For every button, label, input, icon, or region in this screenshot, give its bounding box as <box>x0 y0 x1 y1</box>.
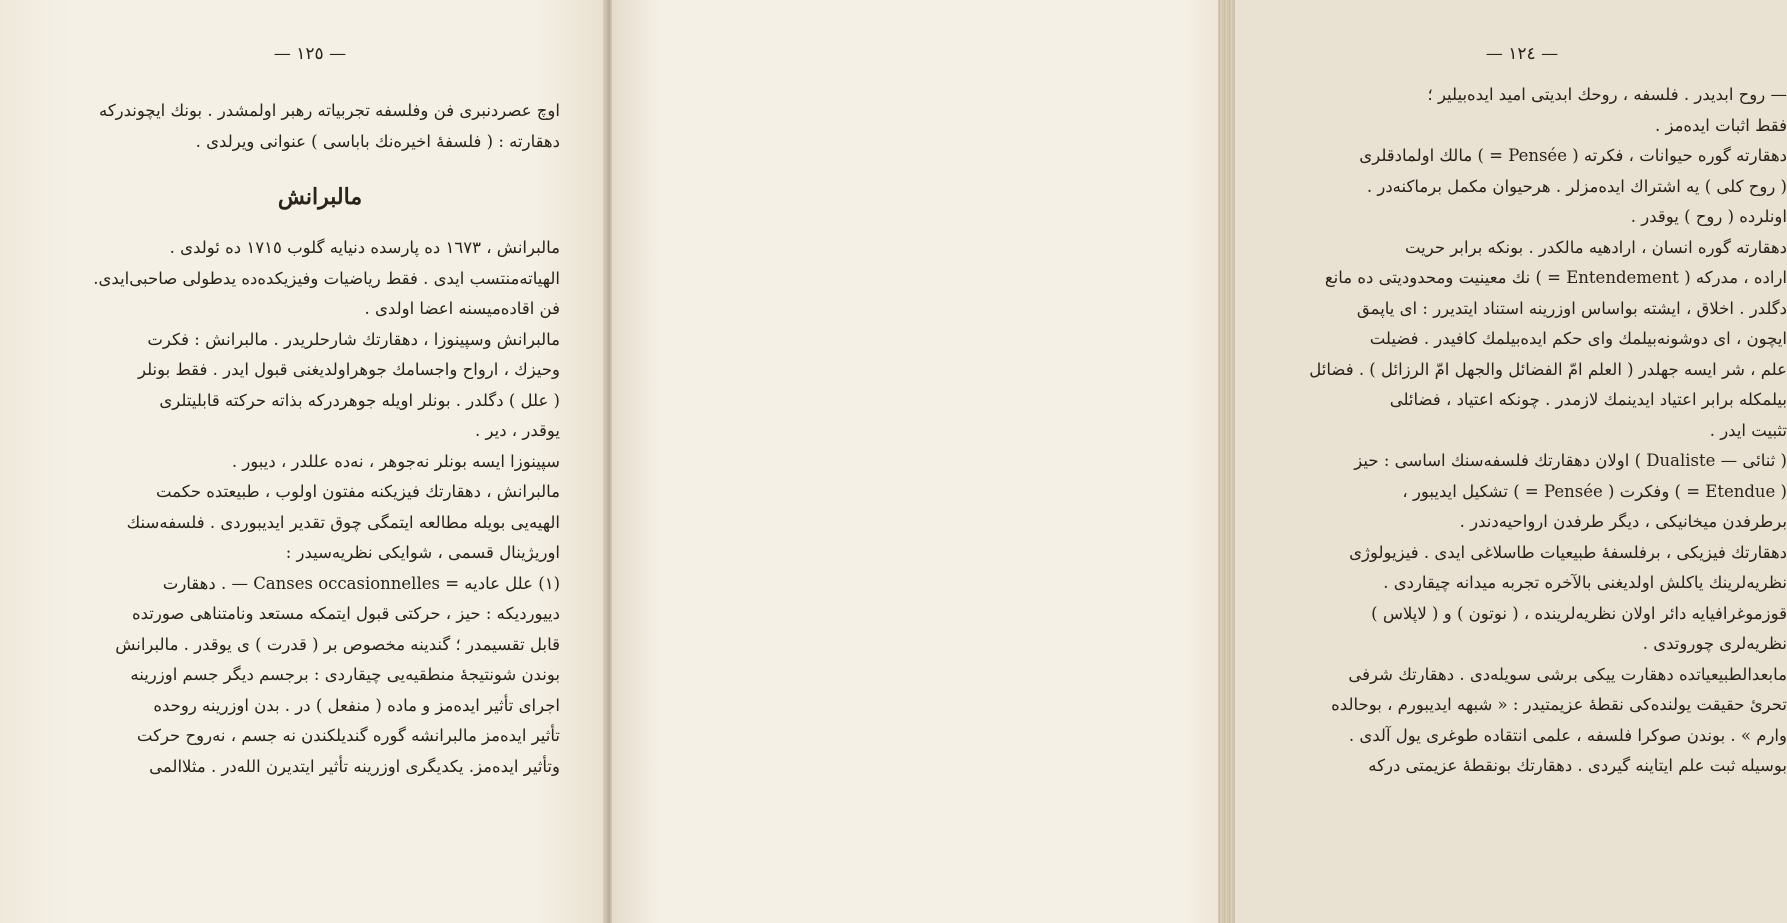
section-heading: مالبرانش <box>277 184 363 210</box>
text-line: ( Etendue = ) وفکرت ( Pensée = ) تشکیل ایدیبور ، <box>1402 481 1787 501</box>
text-line: اوچ عصردنبری فن وفلسفه تجربیاته رهبر اولمشدر . بونك ایچوندركه <box>98 101 560 120</box>
text-line: سپینوزا ایسه بونلر نه‌جوهر ، نه‌ده عللدر ، دیبور . <box>231 451 560 471</box>
text-line: — روح ابدیدر . فلسفه ، روحك ابدیتی امید ایده‌بیلیر ؛ <box>1427 85 1787 104</box>
text-line: ( ثنائی — Dualiste ) اولان دهقارتك فلسفه‌سنك اساسی : حیز <box>1354 451 1787 470</box>
text-line: دییوردیکه : حیز ، حرکتی قبول ایتمکه مستعد ونامتناهی صورتده <box>131 604 560 623</box>
text-line: ایچون ، ای دوشونه‌بیلمك وای حکم ایده‌بیلمك کافیدر . فضیلت <box>1369 329 1787 348</box>
text-line: تثبیت ایدر . <box>1709 420 1787 440</box>
text-line: اوریژینال قسمی ، شوایکی نظریه‌سیدر : <box>285 543 560 562</box>
right-page-text <box>1282 80 1787 782</box>
text-line: بوسیله ثبت علم ایتاینه گیردی . دهقارتك بونقطهٔ عزیمتی دركه <box>1368 756 1787 775</box>
text-line: دهقارته گوره حیوانات ، فکرته ( Pensée = ) مالك اولمادقلری <box>1359 146 1787 165</box>
text-line: الهیه‌یی بویله مطالعه ایتمگی چوق تقدیر ایدیبوردی . فلسفه‌سنك <box>126 512 560 532</box>
right-page <box>612 0 1787 923</box>
text-line: وحیزك ، ارواح واجسامك جوهراولدیغنی قبول ایدر . فقط بونلر <box>137 360 560 379</box>
text-line: نظریه‌لری چوروتدی . <box>1642 634 1787 653</box>
text-line: مابعدالطبیعیاتده دهقارت ییکی برشی سویله‌دی . دهقارتك شرفی <box>1348 664 1787 684</box>
text-line: برطرفدن میخانیکی ، دیگر طرفدن ارواحیه‌دندر . <box>1459 512 1787 531</box>
text-line: مالبرانش ، ١٦٧٣ ده پارسده دنیایه گلوب ١٧١٥ ده ئولدی . <box>169 238 560 257</box>
text-line: وتأثیر ایده‌مز. یکدیگری اوزرینه تأثیر ایتدیرن الله‌در . مثلاالمی <box>149 756 560 776</box>
text-line: فن اقاده‌میسنه اعضا اولدی . <box>364 299 560 318</box>
text-line: الهیاته‌منتسب ایدی . فقط ریاضیات وفیزیکده‌ده یدطولی صاحبی‌ایدی. <box>93 268 560 288</box>
text-line: بوندن شونتیجهٔ منطقیه‌یی چیقاردی : برجسم دیگر جسم اوزرینه <box>130 665 560 684</box>
text-line: بیلمکله برابر اعتیاد ایدینمك لازمدر . چونکه اعتیاد ، فضائلی <box>1389 390 1787 409</box>
page-number-left: — ١٢٥ — <box>273 44 347 64</box>
left-page-text <box>80 96 560 782</box>
text-line: قابل تقسیمدر ؛ گندینه مخصوص بر ( قدرت ) ی یوقدر . مالبرانش <box>115 634 560 654</box>
text-line: تحریٔ حقیقت یولنده‌کی نقطهٔ عزیمتیدر : « شبهه ایدیبورم ، بوحالده <box>1331 695 1787 714</box>
text-line: دهقارته : ( فلسفهٔ اخیره‌نك باباسی ) عنوانی ویرلدی . <box>195 131 560 151</box>
text-line: ( علل ) دگلدر . بونلر اویله جوهردرکه بذاته حرکته قابلیتلری <box>159 390 560 410</box>
page-edges <box>1218 0 1235 923</box>
text-line: تأثیر ایده‌مز مالبرانشه گوره گندیلکندن نه جسم ، نه‌روح حرکت <box>136 726 560 745</box>
text-line: دگلدر . اخلاق ، ایشته بواساس اوزرینه استناد ایتدیرر : ای یاپمق <box>1356 298 1787 318</box>
page-number-right: — ١٢٤ — <box>1485 44 1559 64</box>
text-line: اجرای تأثیر ایده‌مز و ماده ( منفعل ) در . بدن اوزرینه روحده <box>153 695 560 715</box>
text-line: مالبرانش ، دهقارتك فیزیکنه مفتون اولوب ، طبیعتده حکمت <box>155 482 560 501</box>
text-line: اراده ، مدرکه ( Entendement = ) نك معینیت ومحدودیتی ده مانع <box>1324 268 1787 287</box>
left-page <box>0 0 607 923</box>
text-line: وارم » . بوندن صوکرا فلسفه ، علمی انتقاده طوغری یول آلدی . <box>1348 725 1787 745</box>
text-line: دهقارته گوره انسان ، ارادهیه مالکدر . بونکه برابر حریت <box>1404 237 1787 257</box>
text-line: قوزموغرافیایه دائر اولان نظریه‌لرینده ، ( نوتون ) و ( لاپلاس ) <box>1371 603 1787 623</box>
text-line: علم ، شر ایسه جهلدر ( العلم امّ الفضائل والجهل امّ الرزائل ) . فضائل <box>1309 359 1787 379</box>
text-line: نظریه‌لرینك یاکلش اولدیغنی بالآخره تجربه میدانه چیقاردی . <box>1383 573 1787 592</box>
text-line: یوقدر ، دیر . <box>475 421 560 440</box>
text-line: مالبرانش وسپینوزا ، دهقارتك شارحلریدر . مالبرانش : فکرت <box>147 329 560 349</box>
text-line: فقط اثبات ایده‌مز . <box>1654 115 1787 135</box>
text-line: (١) علل عادیه = Canses occasionnelles — . دهقارت <box>162 573 560 593</box>
text-line: ( روح کلی ) یه اشتراك ایده‌مزلر . هرحیوان مکمل برماکنه‌در . <box>1366 176 1787 196</box>
text-line: دهقارتك فیزیکی ، برفلسفهٔ طبیعیات طاسلاغی ایدی . فیزیولوژی <box>1349 542 1787 562</box>
text-line: اونلرده ( روح ) یوقدر . <box>1630 207 1787 226</box>
